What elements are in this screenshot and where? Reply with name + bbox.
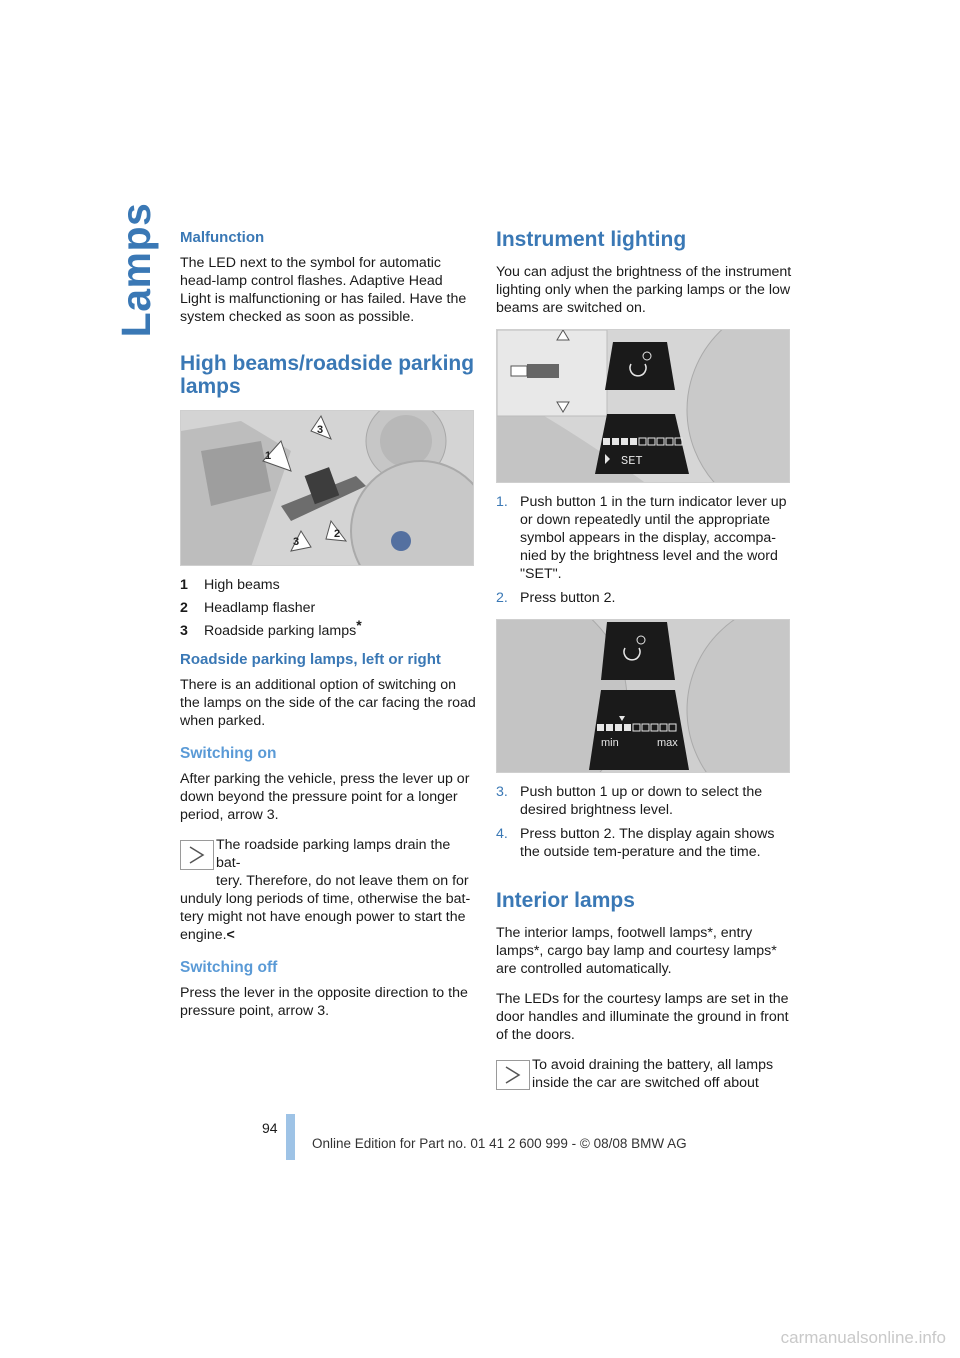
step-item: 1. Push button 1 in the turn indicator lever up or down repeatedly until the appropriate symbol appears in the display, accompa-nied by the brightness level and the word "SET". bbox=[496, 494, 787, 582]
roadside-heading: Roadside parking lamps, left or right bbox=[180, 651, 441, 668]
malfunction-heading: Malfunction bbox=[180, 229, 265, 246]
section-tab-label: Lamps bbox=[113, 202, 159, 338]
warning-note: The roadside parking lamps drain the bat- tery. Therefore, do not leave them on for unduly long periods of time, otherwise the bat-tery might not have enough power to start the engine.< bbox=[180, 837, 471, 943]
note-arrow-icon bbox=[180, 840, 214, 870]
high-beams-heading: High beams/roadside parking lamps bbox=[180, 352, 475, 398]
svg-text:3: 3 bbox=[317, 424, 324, 436]
right-column bbox=[496, 228, 792, 1104]
svg-text:min: min bbox=[601, 737, 619, 749]
legend bbox=[180, 576, 476, 640]
switching-on-heading: Switching on bbox=[180, 745, 277, 762]
page-number: 94 bbox=[262, 1120, 278, 1136]
section-tab bbox=[112, 200, 160, 340]
lever-figure bbox=[180, 410, 474, 566]
edition-text: Online Edition for Part no. 01 41 2 600 999 - © 08/08 BMW AG bbox=[312, 1136, 687, 1151]
switching-on-text: After parking the vehicle, press the lever up or down beyond the pressure point for a longer period, arrow 3. bbox=[180, 771, 470, 823]
legend-item: 2 Headlamp flasher bbox=[180, 600, 316, 616]
step-item: 3. Push button 1 up or down to select the desired brightness level. bbox=[496, 784, 763, 818]
switching-off-heading: Switching off bbox=[180, 959, 278, 976]
svg-text:3: 3 bbox=[293, 536, 300, 548]
leds-text: The LEDs for the courtesy lamps are set in the door handles and illuminate the ground in front of the doors. bbox=[496, 991, 789, 1043]
step-item: 2. Press button 2. bbox=[496, 590, 616, 606]
malfunction-text: The LED next to the symbol for automatic head-lamp control flashes. Adaptive Head Light is malfunctioning or has failed. Have the system checked as soon as possible. bbox=[180, 255, 467, 325]
svg-text:2: 2 bbox=[334, 528, 341, 540]
footer-bar bbox=[286, 1114, 295, 1160]
steps-list-a bbox=[496, 493, 792, 607]
watermark: carmanualsonline.info bbox=[780, 1328, 946, 1347]
svg-text:max: max bbox=[657, 737, 678, 749]
interior-heading: Interior lamps bbox=[496, 889, 635, 912]
svg-text:1: 1 bbox=[265, 450, 272, 462]
steps-list-b bbox=[496, 783, 792, 861]
brightness-figure bbox=[496, 619, 790, 773]
legend-item: 3 Roadside parking lamps* bbox=[180, 617, 362, 639]
note-arrow-icon bbox=[496, 1060, 530, 1090]
instrument-text: You can adjust the brightness of the instrument lighting only when the parking lamps or the low beams are switched on. bbox=[496, 264, 792, 316]
switching-off-text: Press the lever in the opposite direction to the pressure point, arrow 3. bbox=[180, 985, 468, 1019]
display-set-figure bbox=[496, 329, 790, 483]
instrument-heading: Instrument lighting bbox=[496, 228, 687, 251]
step-item: 4. Press button 2. The display again shows the outside tem-perature and the time. bbox=[496, 826, 775, 860]
roadside-text: There is an additional option of switching on the lamps on the side of the car facing the road when parked. bbox=[180, 677, 476, 729]
svg-text:SET: SET bbox=[621, 454, 643, 468]
option-star: * bbox=[356, 617, 362, 633]
left-column bbox=[180, 228, 476, 1032]
interior-text: The interior lamps, footwell lamps*, entry lamps*, cargo bay lamp and courtesy lamps* are controlled automatically. bbox=[496, 925, 777, 977]
battery-note: To avoid draining the battery, all lamps inside the car are switched off about bbox=[496, 1056, 792, 1092]
legend-item: 1 High beams bbox=[180, 577, 280, 593]
